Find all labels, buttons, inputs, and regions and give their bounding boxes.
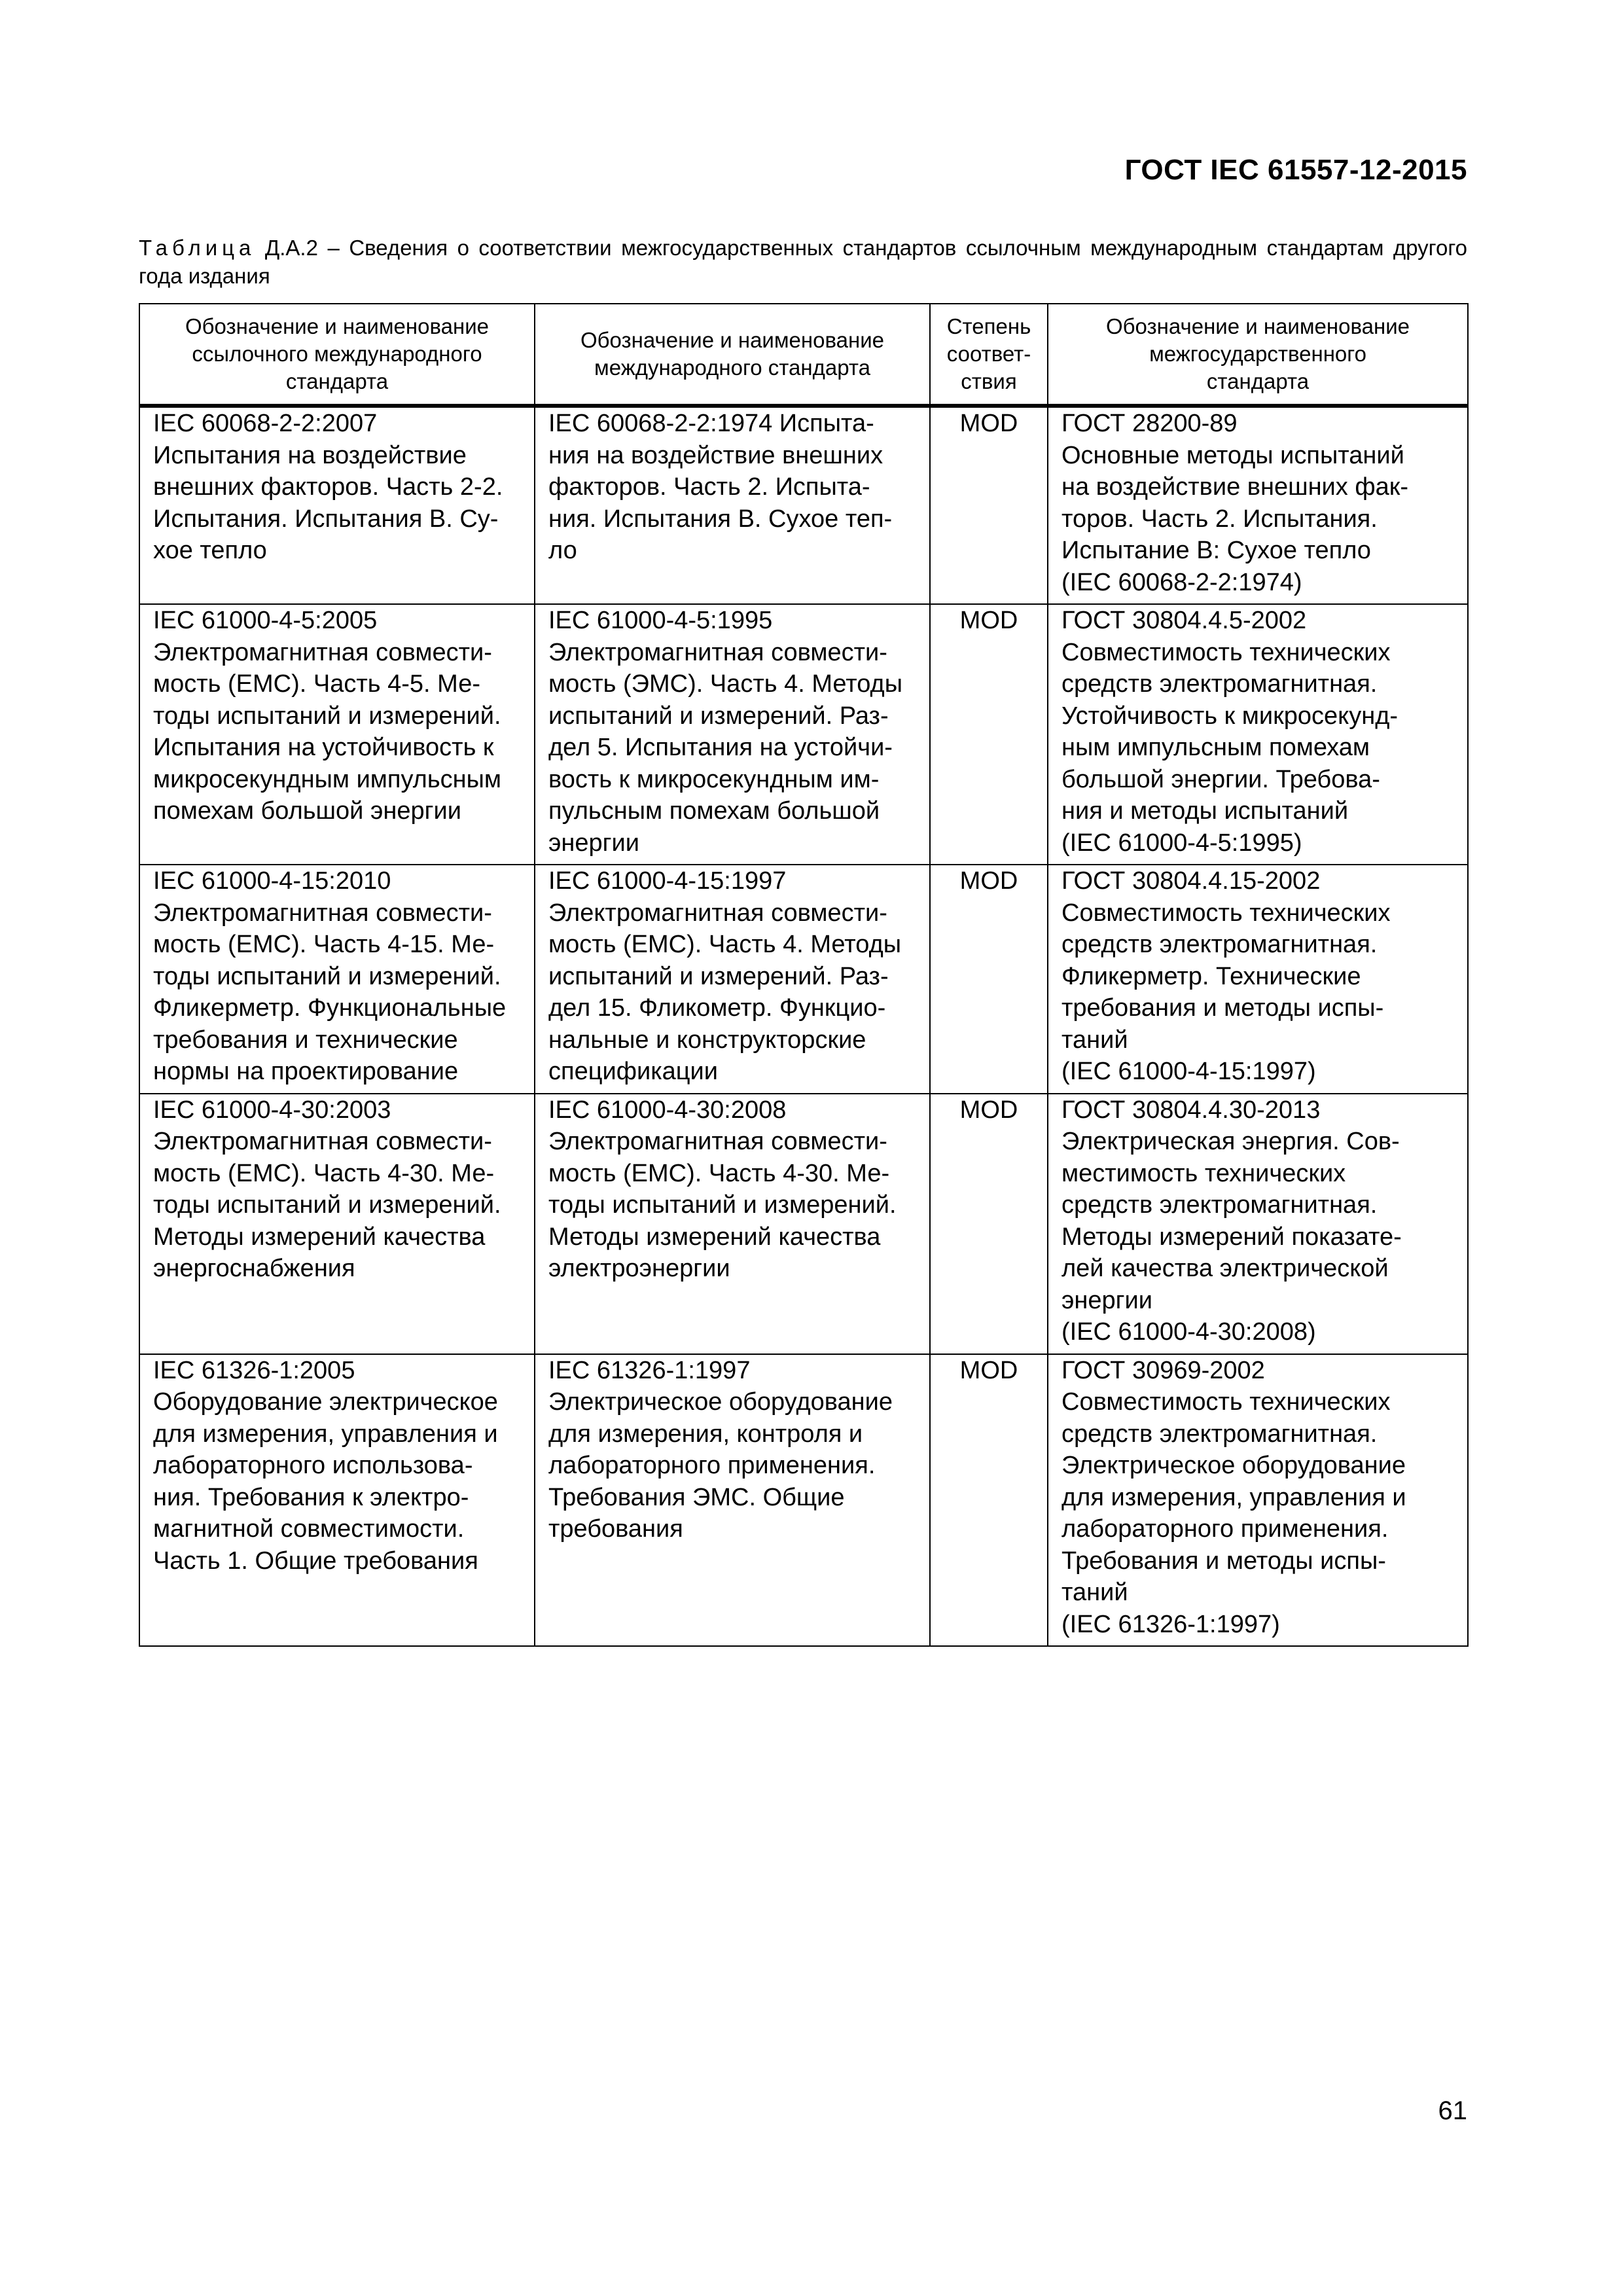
cell-text-line: IEC 61000-4-30:2008 bbox=[548, 1096, 787, 1124]
cell-text-line: Электромагнитная совмести- bbox=[548, 1128, 887, 1155]
cell-text-line: средств электромагнитная. bbox=[1061, 931, 1378, 958]
cell-text-line: тоды испытаний и измерений. bbox=[153, 962, 501, 990]
degree-cell: MOD bbox=[930, 1354, 1048, 1647]
cell-text-line: испытаний и измерений. Раз- bbox=[548, 702, 889, 730]
table-header-row bbox=[139, 304, 1468, 406]
cell-text-line: Степень bbox=[946, 314, 1031, 338]
column-header-reference-standard bbox=[139, 304, 535, 406]
cell-text-line: Устойчивость к микросекунд- bbox=[1061, 702, 1399, 730]
cell-text-line: средств электромагнитная. bbox=[1061, 1420, 1378, 1448]
reference-standard-cell bbox=[139, 1094, 535, 1354]
cell-text-line: IEC 61000-4-15:2010 bbox=[153, 867, 391, 895]
cell-text-line: Методы измерений показате- bbox=[1061, 1223, 1402, 1251]
cell-text-line: Испытание В: Сухое тепло bbox=[1061, 537, 1371, 564]
cell-text-line: энергии bbox=[548, 829, 639, 857]
cell-text-line: ния. Испытания В. Сухое теп- bbox=[548, 505, 893, 533]
cell-text-line: ГОСТ 28200-89 bbox=[1061, 410, 1238, 437]
cell-text-line: дел 15. Фликометр. Функцио- bbox=[548, 994, 886, 1022]
cell-text-line: (IEC 61000-4-30:2008) bbox=[1061, 1318, 1316, 1346]
page-number: 61 bbox=[1438, 2096, 1467, 2125]
cell-text-line: Методы измерений качества bbox=[153, 1223, 486, 1251]
cell-text-line: IEC 61000-4-5:1995 bbox=[548, 607, 773, 634]
cell-text-line: межгосударственного bbox=[1149, 342, 1366, 366]
table-caption-text: Д.А.2 – Сведения о соответствии межгосударственных стандартов ссылочным международным стандартам другого года издания bbox=[139, 236, 1467, 288]
cell-text-line: (IEC 61326-1:1997) bbox=[1061, 1610, 1280, 1638]
cell-text-line: Основные методы испытаний bbox=[1061, 441, 1404, 469]
cell-text-line: ния на воздействие внешних bbox=[548, 441, 883, 469]
cell-text-line: международного стандарта bbox=[594, 355, 870, 380]
cell-text-line: для измерения, контроля и bbox=[548, 1420, 863, 1448]
cell-text-line: Обозначение и наименование bbox=[580, 328, 884, 352]
cell-text-line: испытаний и измерений. Раз- bbox=[548, 962, 889, 990]
cell-text-line: магнитной совместимости. bbox=[153, 1515, 465, 1543]
cell-text-line: стандарта bbox=[1206, 369, 1310, 393]
cell-text-line: ствия bbox=[961, 369, 1017, 393]
cell-text-line: лей качества электрической bbox=[1061, 1255, 1389, 1282]
cell-text-line: на воздействие внешних фак- bbox=[1061, 473, 1409, 501]
cell-text-line: энергии bbox=[1061, 1286, 1152, 1314]
table-caption-label: Таблица bbox=[139, 236, 256, 260]
cell-text-line: Электромагнитная совмести- bbox=[153, 1128, 492, 1155]
cell-text-line: нормы на проектирование bbox=[153, 1058, 459, 1085]
cell-text-line: вость к микросекундным им- bbox=[548, 765, 880, 793]
cell-text-line: (IEC 61000-4-15:1997) bbox=[1061, 1058, 1316, 1085]
table-body bbox=[139, 406, 1468, 1646]
cell-text-line: ния и методы испытаний bbox=[1061, 797, 1349, 825]
interstate-standard-cell bbox=[1048, 604, 1468, 865]
cell-text-line: Испытания. Испытания В. Су- bbox=[153, 505, 499, 533]
cell-text-line: IEC 61326-1:1997 bbox=[548, 1356, 751, 1384]
cell-text-line: ссылочного международного bbox=[192, 342, 482, 366]
cell-text-line: IEC 61000-4-5:2005 bbox=[153, 607, 378, 634]
cell-text-line: тоды испытаний и измерений. bbox=[548, 1191, 897, 1219]
cell-text-line: ГОСТ 30804.4.30-2013 bbox=[1061, 1096, 1321, 1124]
cell-text-line: (IEC 61000-4-5:1995) bbox=[1061, 829, 1302, 857]
reference-standard-cell bbox=[139, 865, 535, 1094]
cell-text-line: внешних факторов. Часть 2-2. bbox=[153, 473, 503, 501]
cell-text-line: таний bbox=[1061, 1026, 1128, 1054]
cell-text-line: мость (ЕМС). Часть 4-30. Ме- bbox=[153, 1159, 495, 1187]
international-standard-cell bbox=[535, 1094, 930, 1354]
cell-text-line: Обозначение и наименование bbox=[1105, 314, 1410, 338]
cell-text-line: IEC 61000-4-30:2003 bbox=[153, 1096, 391, 1124]
cell-text-line: спецификации bbox=[548, 1058, 719, 1085]
reference-standard-cell bbox=[139, 1354, 535, 1647]
table-row bbox=[139, 1354, 1468, 1647]
cell-text-line: пульсным помехам большой bbox=[548, 797, 880, 825]
cell-text-line: Электромагнитная совмести- bbox=[153, 899, 492, 927]
cell-text-line: помехам большой энергии bbox=[153, 797, 461, 825]
international-standard-cell bbox=[535, 604, 930, 865]
cell-text-line: Методы измерений качества bbox=[548, 1223, 881, 1251]
cell-text-line: Испытания на воздействие bbox=[153, 441, 467, 469]
cell-text-line: лабораторного использова- bbox=[153, 1452, 473, 1479]
cell-text-line: средств электромагнитная. bbox=[1061, 1191, 1378, 1219]
reference-standard-cell bbox=[139, 604, 535, 865]
cell-text-line: торов. Часть 2. Испытания. bbox=[1061, 505, 1378, 533]
degree-cell: MOD bbox=[930, 1094, 1048, 1354]
cell-text-line: мость (ЕМС). Часть 4-30. Ме- bbox=[548, 1159, 890, 1187]
cell-text-line: ло bbox=[548, 537, 577, 564]
degree-cell: MOD bbox=[930, 406, 1048, 604]
table-row bbox=[139, 1094, 1468, 1354]
cell-text-line: средств электромагнитная. bbox=[1061, 670, 1378, 698]
cell-text-line: мость (ЕМС). Часть 4-5. Ме- bbox=[153, 670, 481, 698]
table-row bbox=[139, 865, 1468, 1094]
cell-text-line: Часть 1. Общие требования bbox=[153, 1547, 478, 1575]
cell-text-line: дел 5. Испытания на устойчи- bbox=[548, 734, 893, 761]
table-caption bbox=[139, 234, 1467, 290]
cell-text-line: энергоснабжения bbox=[153, 1255, 355, 1282]
cell-text-line: для измерения, управления и bbox=[153, 1420, 498, 1448]
cell-text-line: Фликерметр. Технические bbox=[1061, 962, 1361, 990]
interstate-standard-cell bbox=[1048, 1094, 1468, 1354]
cell-text-line: таний bbox=[1061, 1579, 1128, 1606]
cell-text-line: требования bbox=[548, 1515, 683, 1543]
cell-text-line: мость (ЕМС). Часть 4. Методы bbox=[548, 931, 902, 958]
cell-text-line: хое тепло bbox=[153, 537, 267, 564]
cell-text-line: Совместимость технических bbox=[1061, 1388, 1391, 1416]
cell-text-line: Электрическое оборудование bbox=[548, 1388, 893, 1416]
cell-text-line: IEC 61326-1:2005 bbox=[153, 1356, 355, 1384]
cell-text-line: Требования ЭМС. Общие bbox=[548, 1483, 845, 1511]
cell-text-line: Электромагнитная совмести- bbox=[153, 638, 492, 666]
interstate-standard-cell bbox=[1048, 406, 1468, 604]
cell-text-line: ния. Требования к электро- bbox=[153, 1483, 469, 1511]
cell-text-line: Электромагнитная совмести- bbox=[548, 638, 887, 666]
cell-text-line: лабораторного применения. bbox=[1061, 1515, 1389, 1543]
cell-text-line: мость (ЕМС). Часть 4-15. Ме- bbox=[153, 931, 495, 958]
cell-text-line: Оборудование электрическое bbox=[153, 1388, 498, 1416]
international-standard-cell bbox=[535, 1354, 930, 1647]
cell-text-line: тоды испытаний и измерений. bbox=[153, 702, 501, 730]
cell-text-line: ным импульсным помехам bbox=[1061, 734, 1370, 761]
cell-text-line: IEC 61000-4-15:1997 bbox=[548, 867, 787, 895]
cell-text-line: Электромагнитная совмести- bbox=[548, 899, 887, 927]
cell-text-line: Совместимость технических bbox=[1061, 899, 1391, 927]
column-header-degree-of-correspondence bbox=[930, 304, 1048, 406]
cell-text-line: большой энергии. Требова- bbox=[1061, 765, 1380, 793]
column-header-international-standard bbox=[535, 304, 930, 406]
cell-text-line: Обозначение и наименование bbox=[185, 314, 489, 338]
table-row bbox=[139, 604, 1468, 865]
degree-cell: MOD bbox=[930, 865, 1048, 1094]
cell-text-line: тоды испытаний и измерений. bbox=[153, 1191, 501, 1219]
cell-text-line: ГОСТ 30804.4.15-2002 bbox=[1061, 867, 1321, 895]
cell-text-line: требования и методы испы- bbox=[1061, 994, 1384, 1022]
cell-text-line: Электрическая энергия. Сов- bbox=[1061, 1128, 1400, 1155]
cell-text-line: (IEC 60068-2-2:1974) bbox=[1061, 568, 1302, 596]
document-code-header: ГОСТ IEC 61557-12-2015 bbox=[1124, 154, 1467, 186]
cell-text-line: Испытания на устойчивость к bbox=[153, 734, 494, 761]
cell-text-line: лабораторного применения. bbox=[548, 1452, 876, 1479]
cell-text-line: нальные и конструкторские bbox=[548, 1026, 866, 1054]
cell-text-line: электроэнергии bbox=[548, 1255, 730, 1282]
cell-text-line: для измерения, управления и bbox=[1061, 1483, 1406, 1511]
international-standard-cell bbox=[535, 865, 930, 1094]
table-row bbox=[139, 406, 1468, 604]
cell-text-line: Требования и методы испы- bbox=[1061, 1547, 1386, 1575]
international-standard-cell bbox=[535, 406, 930, 604]
cell-text-line: стандарта bbox=[285, 369, 389, 393]
column-header-interstate-standard bbox=[1048, 304, 1468, 406]
cell-text-line: IEC 60068-2-2:1974 Испыта- bbox=[548, 410, 874, 437]
interstate-standard-cell bbox=[1048, 865, 1468, 1094]
cell-text-line: факторов. Часть 2. Испыта- bbox=[548, 473, 870, 501]
cell-text-line: Фликерметр. Функциональные bbox=[153, 994, 507, 1022]
standards-correspondence-table bbox=[139, 303, 1469, 1647]
cell-text-line: мость (ЭМС). Часть 4. Методы bbox=[548, 670, 903, 698]
cell-text-line: микросекундным импульсным bbox=[153, 765, 502, 793]
cell-text-line: требования и технические bbox=[153, 1026, 458, 1054]
interstate-standard-cell bbox=[1048, 1354, 1468, 1647]
cell-text-line: Совместимость технических bbox=[1061, 638, 1391, 666]
cell-text-line: IEC 60068-2-2:2007 bbox=[153, 410, 378, 437]
cell-text-line: соответ- bbox=[946, 342, 1031, 366]
cell-text-line: ГОСТ 30969-2002 bbox=[1061, 1356, 1265, 1384]
cell-text-line: Электрическое оборудование bbox=[1061, 1452, 1406, 1479]
degree-cell: MOD bbox=[930, 604, 1048, 865]
cell-text-line: ГОСТ 30804.4.5-2002 bbox=[1061, 607, 1307, 634]
cell-text-line: местимость технических bbox=[1061, 1159, 1346, 1187]
reference-standard-cell bbox=[139, 406, 535, 604]
